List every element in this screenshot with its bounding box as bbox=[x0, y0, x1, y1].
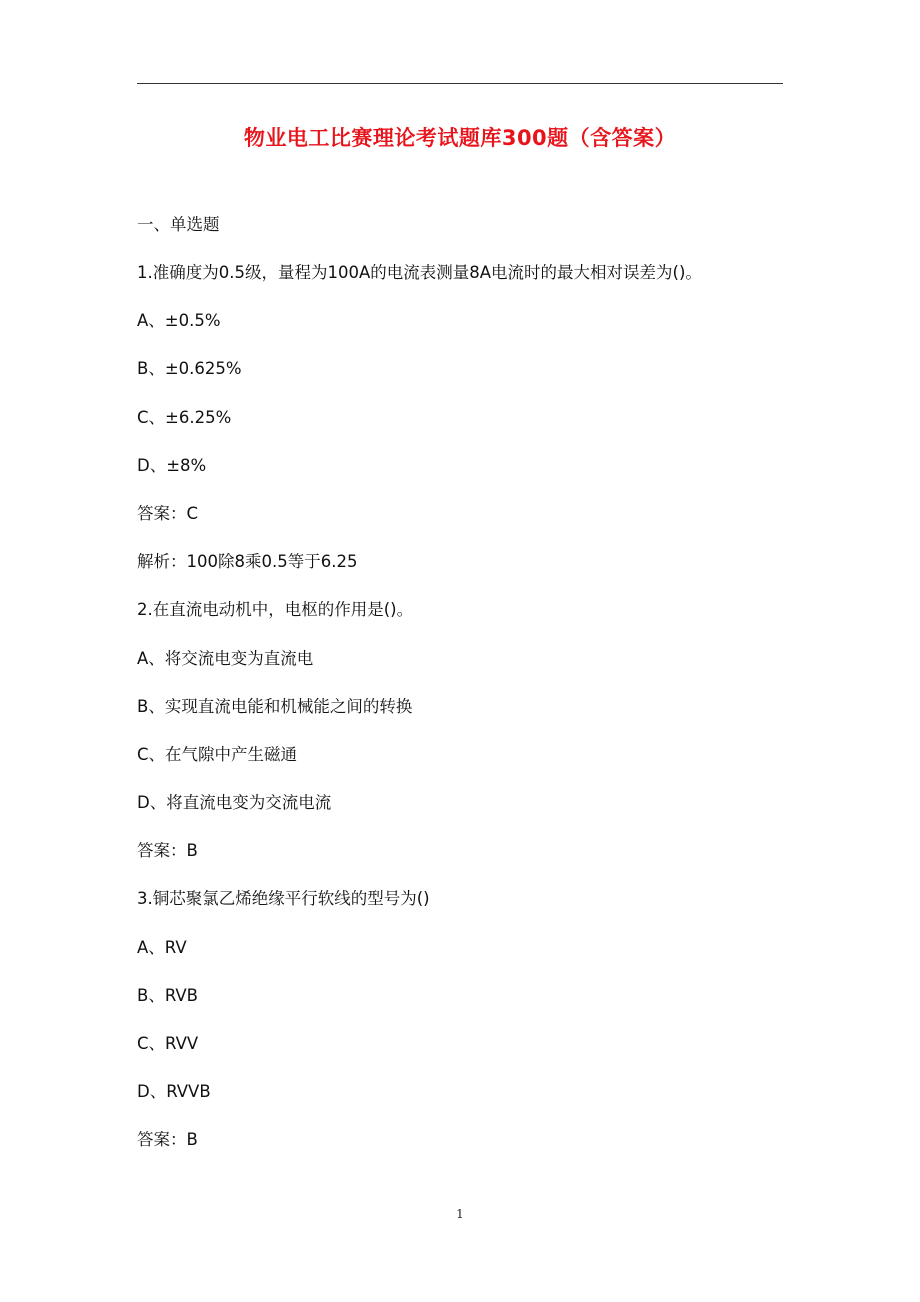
option-c: C、±6.25% bbox=[137, 408, 232, 427]
answer: 答案：B bbox=[137, 841, 198, 860]
header-rule bbox=[137, 83, 783, 84]
answer: 答案：B bbox=[137, 1130, 198, 1149]
page-number: 1 bbox=[456, 1207, 464, 1221]
option-b: B、±0.625% bbox=[137, 359, 242, 378]
option-a: A、RV bbox=[137, 938, 187, 957]
question-stem: 1.准确度为0.5级，量程为100A的电流表测量8A电流时的最大相对误差为()。 bbox=[137, 263, 702, 282]
option-b: B、实现直流电能和机械能之间的转换 bbox=[137, 697, 413, 716]
option-a: A、将交流电变为直流电 bbox=[137, 649, 314, 668]
answer: 答案：C bbox=[137, 504, 199, 523]
option-d: D、RVVB bbox=[137, 1082, 211, 1101]
question-stem: 2.在直流电动机中，电枢的作用是()。 bbox=[137, 600, 414, 619]
question-stem: 3.铜芯聚氯乙烯绝缘平行软线的型号为() bbox=[137, 889, 430, 908]
document-title: 物业电工比赛理论考试题库300题（含答案） bbox=[243, 126, 677, 150]
option-a: A、±0.5% bbox=[137, 311, 221, 330]
option-c: C、在气隙中产生磁通 bbox=[137, 745, 298, 764]
section-heading: 一、单选题 bbox=[137, 215, 220, 234]
option-c: C、RVV bbox=[137, 1034, 199, 1053]
option-b: B、RVB bbox=[137, 986, 198, 1005]
analysis: 解析：100除8乘0.5等于6.25 bbox=[137, 552, 358, 571]
option-d: D、±8% bbox=[137, 456, 207, 475]
option-d: D、将直流电变为交流电流 bbox=[137, 793, 332, 812]
